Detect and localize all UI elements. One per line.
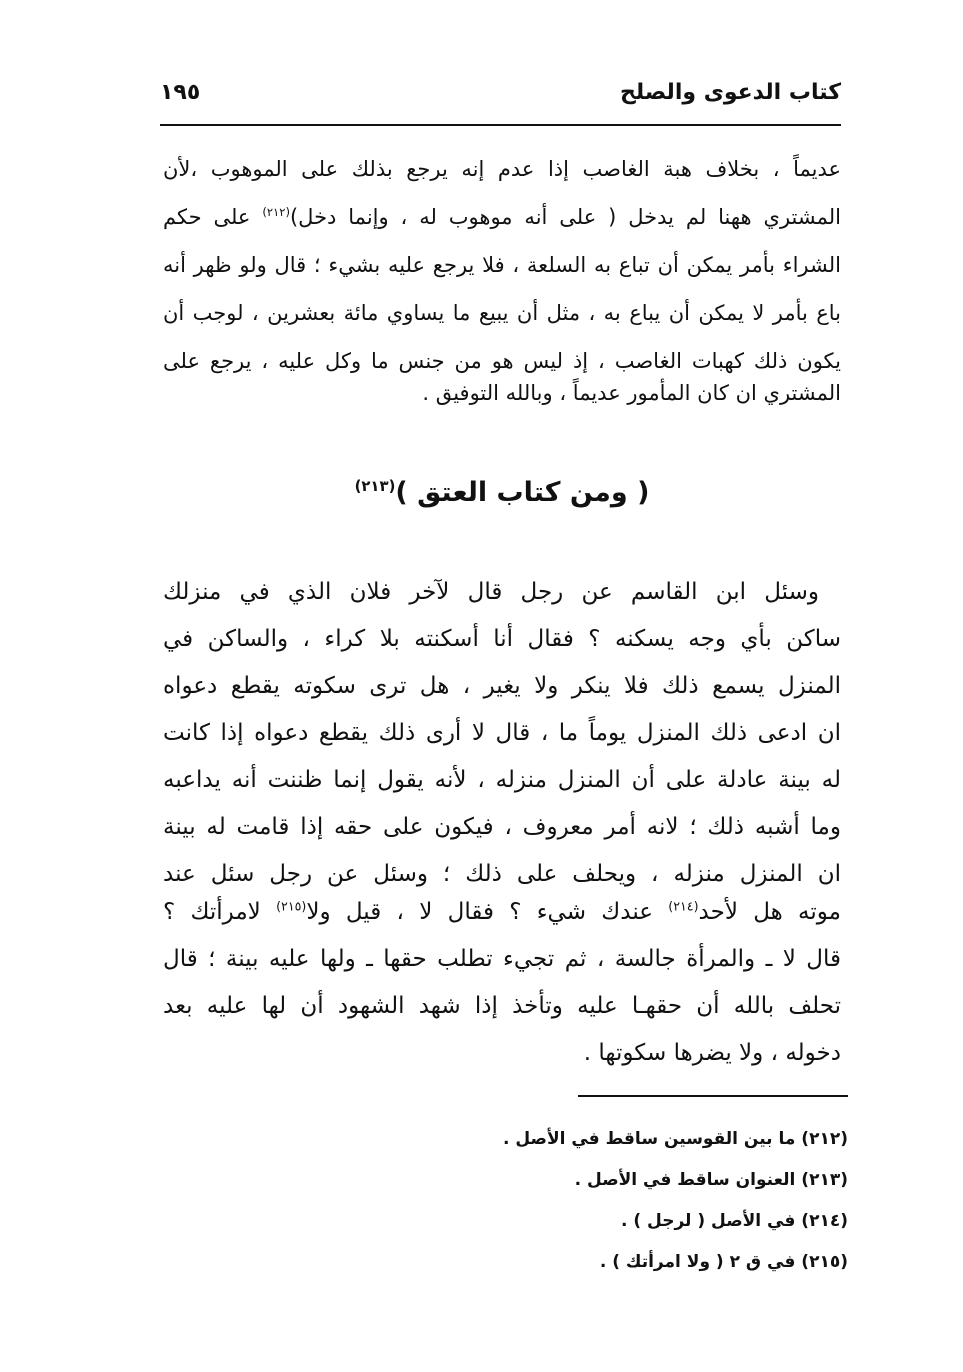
page-number: ١٩٥ [160,80,201,105]
line-text: لامرأتك ؟ [163,899,277,925]
page-header [160,78,841,122]
text-line: المشتري ان كان المأمور عديماً ، وبالله التوفيق . [422,381,841,405]
line-text: المشتري ههنا لم يدخل ( على أنه موهوب له ، وإنما دخل) [289,205,841,229]
footnote: (٢١٢) ما بين القوسين ساقط في الأصل . [502,1129,848,1149]
text-line: تحلف بالله أن حقهـا عليه وتأخذ إذا شهد الشهود أن لها عليه بعد [163,993,841,1019]
text-line: عديماً ، بخلاف هبة الغاصب إذا عدم إنه يرجع بذلك على الموهوب ،لأن [163,157,841,181]
footnote-rule [578,1095,848,1097]
text-line: ان ادعى ذلك المنزل يوماً ما ، قال لا أرى ذلك يقطع دعواه إذا كانت [163,720,841,746]
text-line: الشراء بأمر يمكن أن تباع به السلعة ، فلا يرجع عليه بشيء ؛ قال ولو ظهر أنه [163,253,841,277]
line-text: موته هل لأحد [698,899,841,925]
footnote-ref[interactable]: (٢١٤) [668,898,699,914]
text-line: وما أشبه ذلك ؛ لانه أمر معروف ، فيكون على حقه إذا قامت له بينة [163,814,841,840]
text-line [163,195,841,243]
footnote-ref[interactable]: (٢١٣) [354,477,396,495]
text-line: ان المنزل منزله ، ويحلف على ذلك ؛ وسئل عن رجل سئل عند [163,861,841,887]
line-text: على حكم [163,205,251,229]
footnote: (٢١٣) العنوان ساقط في الأصل . [574,1170,848,1190]
text-line [163,890,841,937]
text-line: له بينة عادلة على أن المنزل منزله ، لأنه يقول إنما ظننت أنه يداعبه [163,767,841,793]
text-line: دخوله ، ولا يضرها سكوتها . [583,1040,841,1066]
heading-text: ( ومن كتاب العتق ) [395,477,650,508]
text-line: المنزل يسمع ذلك فلا ينكر ولا يغير ، هل ترى سكوته يقطع دعواه [163,673,841,699]
footnote-ref[interactable]: (٢١٢) [262,205,290,219]
footnote: (٢١٤) في الأصل ( لرجل ) . [620,1211,848,1231]
running-title: كتاب الدعوى والصلح [620,80,841,105]
footnote-ref[interactable]: (٢١٥) [276,898,307,914]
text-line: يكون ذلك كهبات الغاصب ، إذ ليس هو من جنس ما وكل عليه ، يرجع على [163,349,841,373]
text-line: وسئل ابن القاسم عن رجل قال لآخر فلان الذي في منزلك [163,579,819,605]
line-text: عندك شيء ؟ فقال لا ، قيل ولا [306,899,669,925]
header-rule [160,124,841,126]
text-line: ساكن بأي وجه يسكنه ؟ فقال أنا أسكنته بلا كراء ، والساكن في [163,626,841,652]
text-line: قال لا ـ والمرأة جالسة ، ثم تجيء تطلب حقها ـ ولها عليه بينة ؛ قال [163,946,841,972]
section-heading [163,468,841,518]
text-line: باع بأمر لا يمكن أن يباع به ، مثل أن يبيع ما يساوي مائة بعشرين ، لوجب أن [163,301,841,325]
footnote: (٢١٥) في ق ٢ ( ولا امرأتك ) . [599,1252,848,1272]
